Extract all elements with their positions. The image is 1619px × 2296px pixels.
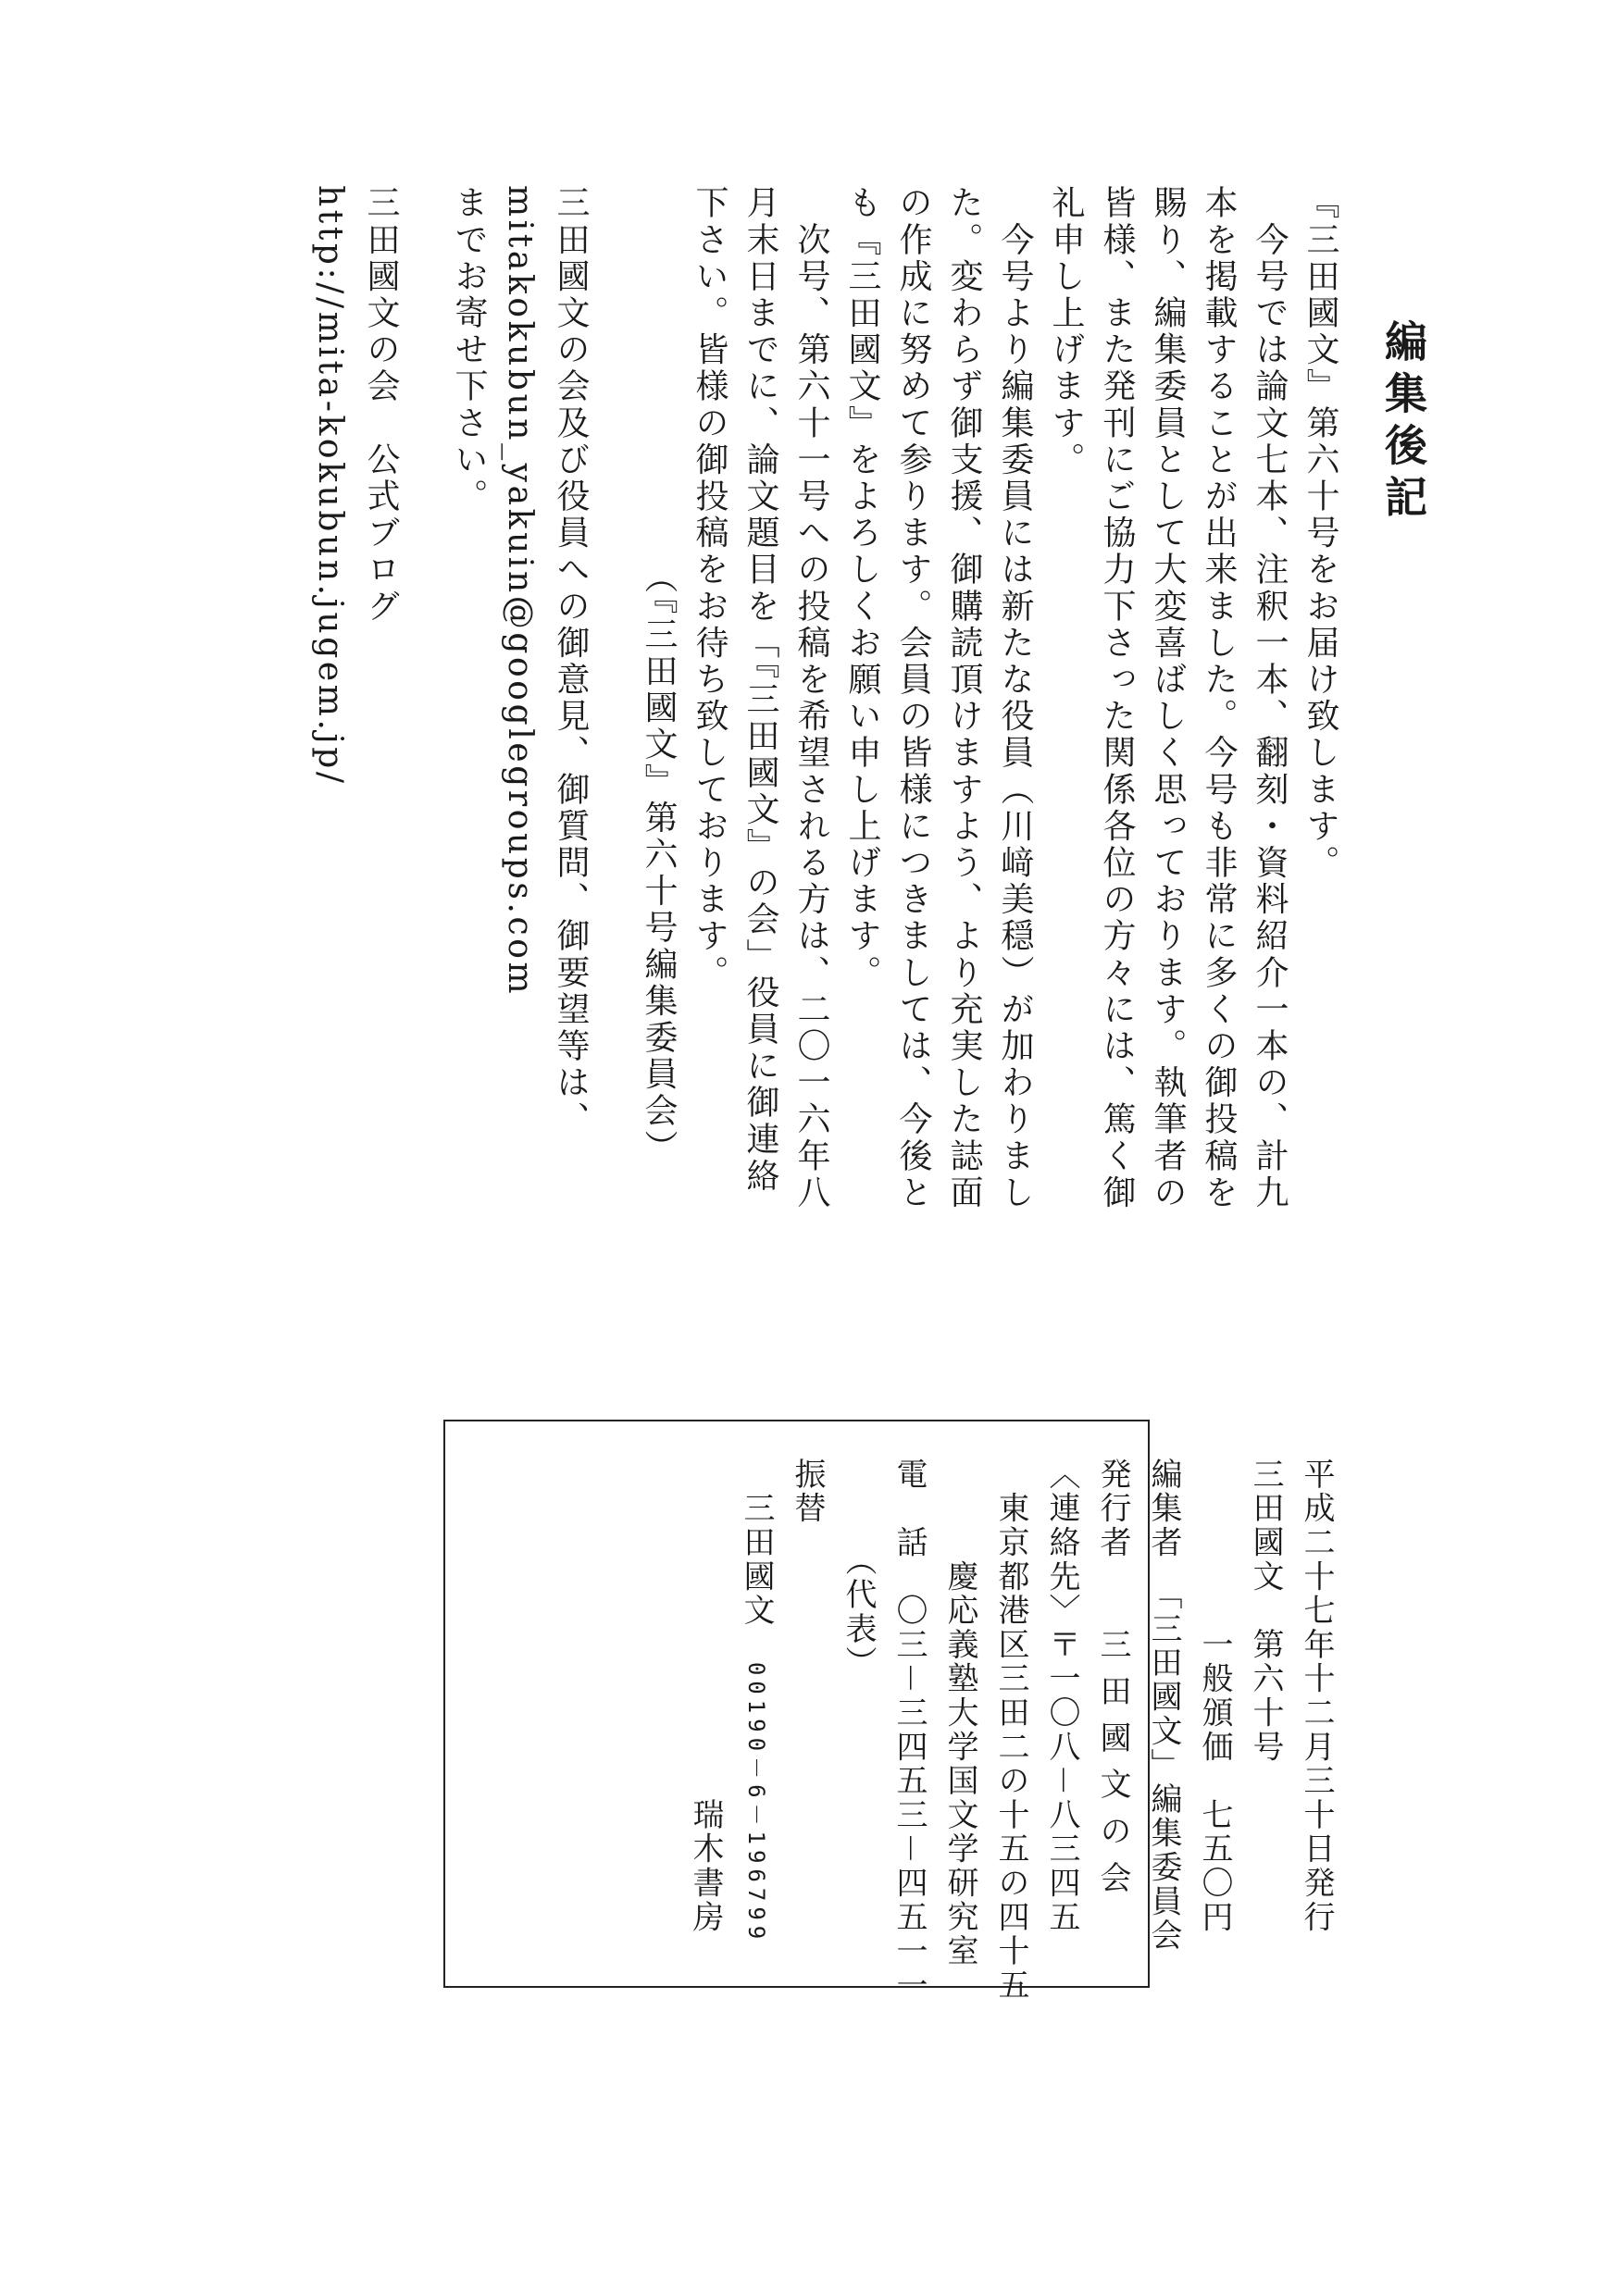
colophon-address2 <box>934 1458 985 1969</box>
address2-value: 慶応義塾大学国文学研究室 <box>941 1559 978 1969</box>
colophon-phone-note <box>832 1458 883 1920</box>
colophon-price-row <box>1189 1458 1239 1935</box>
address-value: 東京都港区三田二の十五の四十五 <box>992 1491 1029 2003</box>
colophon-transfer-label: 振替 <box>789 1458 826 1526</box>
colophon-editor-row <box>1138 1458 1189 1954</box>
price-value: 七五〇円 <box>1196 1798 1233 1935</box>
postscript-line: 皆様、また発刊にご協力下さった関係各位の方々には、篤く御 <box>1098 185 1136 1211</box>
postscript-line: 今号より編集委員には新たな役員（川﨑美穏）が加わりまし <box>996 185 1034 1211</box>
postscript-line: 次号、第六十一号への投稿を希望される方は、二〇一六年八 <box>792 185 830 1211</box>
phone-note: （代表） <box>840 1559 877 1681</box>
editor-value: 「三田國文」編集委員会 <box>1145 1594 1182 1954</box>
publisher-label: 発行者 <box>1094 1458 1131 1560</box>
contact-line: 三田國文の会及び役員への御意見、御質問、御要望等は、 <box>552 185 590 1138</box>
spacer <box>406 185 443 1231</box>
spacer <box>596 185 633 1231</box>
contact-email: mitakokubun_yakuin@googlegroups.com <box>501 185 539 998</box>
contact-line: までお寄せ下さい。 <box>450 185 488 515</box>
postscript-line: 賜り、編集委員として大変喜ばしく思っております。執筆者の <box>1149 185 1187 1211</box>
postscript-line: 今号では論文七本、注釈一本、翻刻・資料紹介一本の、計九 <box>1251 185 1289 1211</box>
postscript-line: 月末日までに、論文題目を「『三田國文』の会」役員に御連絡 <box>741 185 779 1195</box>
transfer-name: 三田國文 <box>738 1491 775 1629</box>
colophon-date: 平成二十七年十二月三十日発行 <box>1298 1458 1335 1935</box>
postscript-line: の作成に努めて参ります。会員の皆様につきましては、今後と <box>894 185 932 1211</box>
postscript-line: た。変わらず御支援、御購読頂けますよう、より充実した誌面 <box>945 185 983 1211</box>
phone-label: 電 話 <box>890 1458 928 1560</box>
postal-code: 〒一〇八－八三四五 <box>1043 1628 1080 1935</box>
colophon-printer-row <box>679 1458 730 1935</box>
postscript-line: も『三田國文』をよろしくお願い申し上げます。 <box>843 185 881 992</box>
colophon-transfer-row <box>730 1458 781 1945</box>
contact-label: 〈連絡先〉 <box>1043 1458 1080 1628</box>
printer-name: 瑞木書房 <box>687 1798 724 1935</box>
postscript-line: 『三田國文』第六十号をお届け致します。 <box>1301 185 1339 882</box>
transfer-number: 00190－6－196799 <box>743 1661 769 1945</box>
colophon-contact-row <box>1036 1458 1087 1935</box>
price-label: 一般頒価 <box>1196 1628 1233 1765</box>
postscript-signature: （『三田國文』第六十号編集委員会） <box>640 559 678 1166</box>
blog-url-link[interactable]: http://mita-kokubun.jugem.jp/ <box>311 185 349 787</box>
editor-label: 編集者 <box>1145 1458 1182 1560</box>
postscript-body <box>305 185 1346 1231</box>
postscript-line: 下さい。皆様の御投稿をお待ち致しております。 <box>691 185 729 992</box>
postscript-line: 本を掲載することが出来ました。今号も非常に多くの御投稿を <box>1200 185 1238 1211</box>
publisher-value: 三 田 國 文 の 会 <box>1094 1628 1131 1895</box>
postscript-line: 礼申し上げます。 <box>1047 185 1085 478</box>
blog-label: 三田國文の会 公式ブログ <box>362 185 400 626</box>
colophon-phone-row <box>883 1458 934 2003</box>
postscript-title: 編集後記 <box>1378 319 1428 527</box>
colophon <box>679 1458 1341 2003</box>
phone-value: 〇三－三四五三－四五一一 <box>890 1594 928 2003</box>
colophon-publisher-row <box>1087 1458 1138 1920</box>
colophon-address <box>985 1458 1036 2003</box>
colophon-title: 三田國文 第六十号 <box>1247 1458 1284 1765</box>
